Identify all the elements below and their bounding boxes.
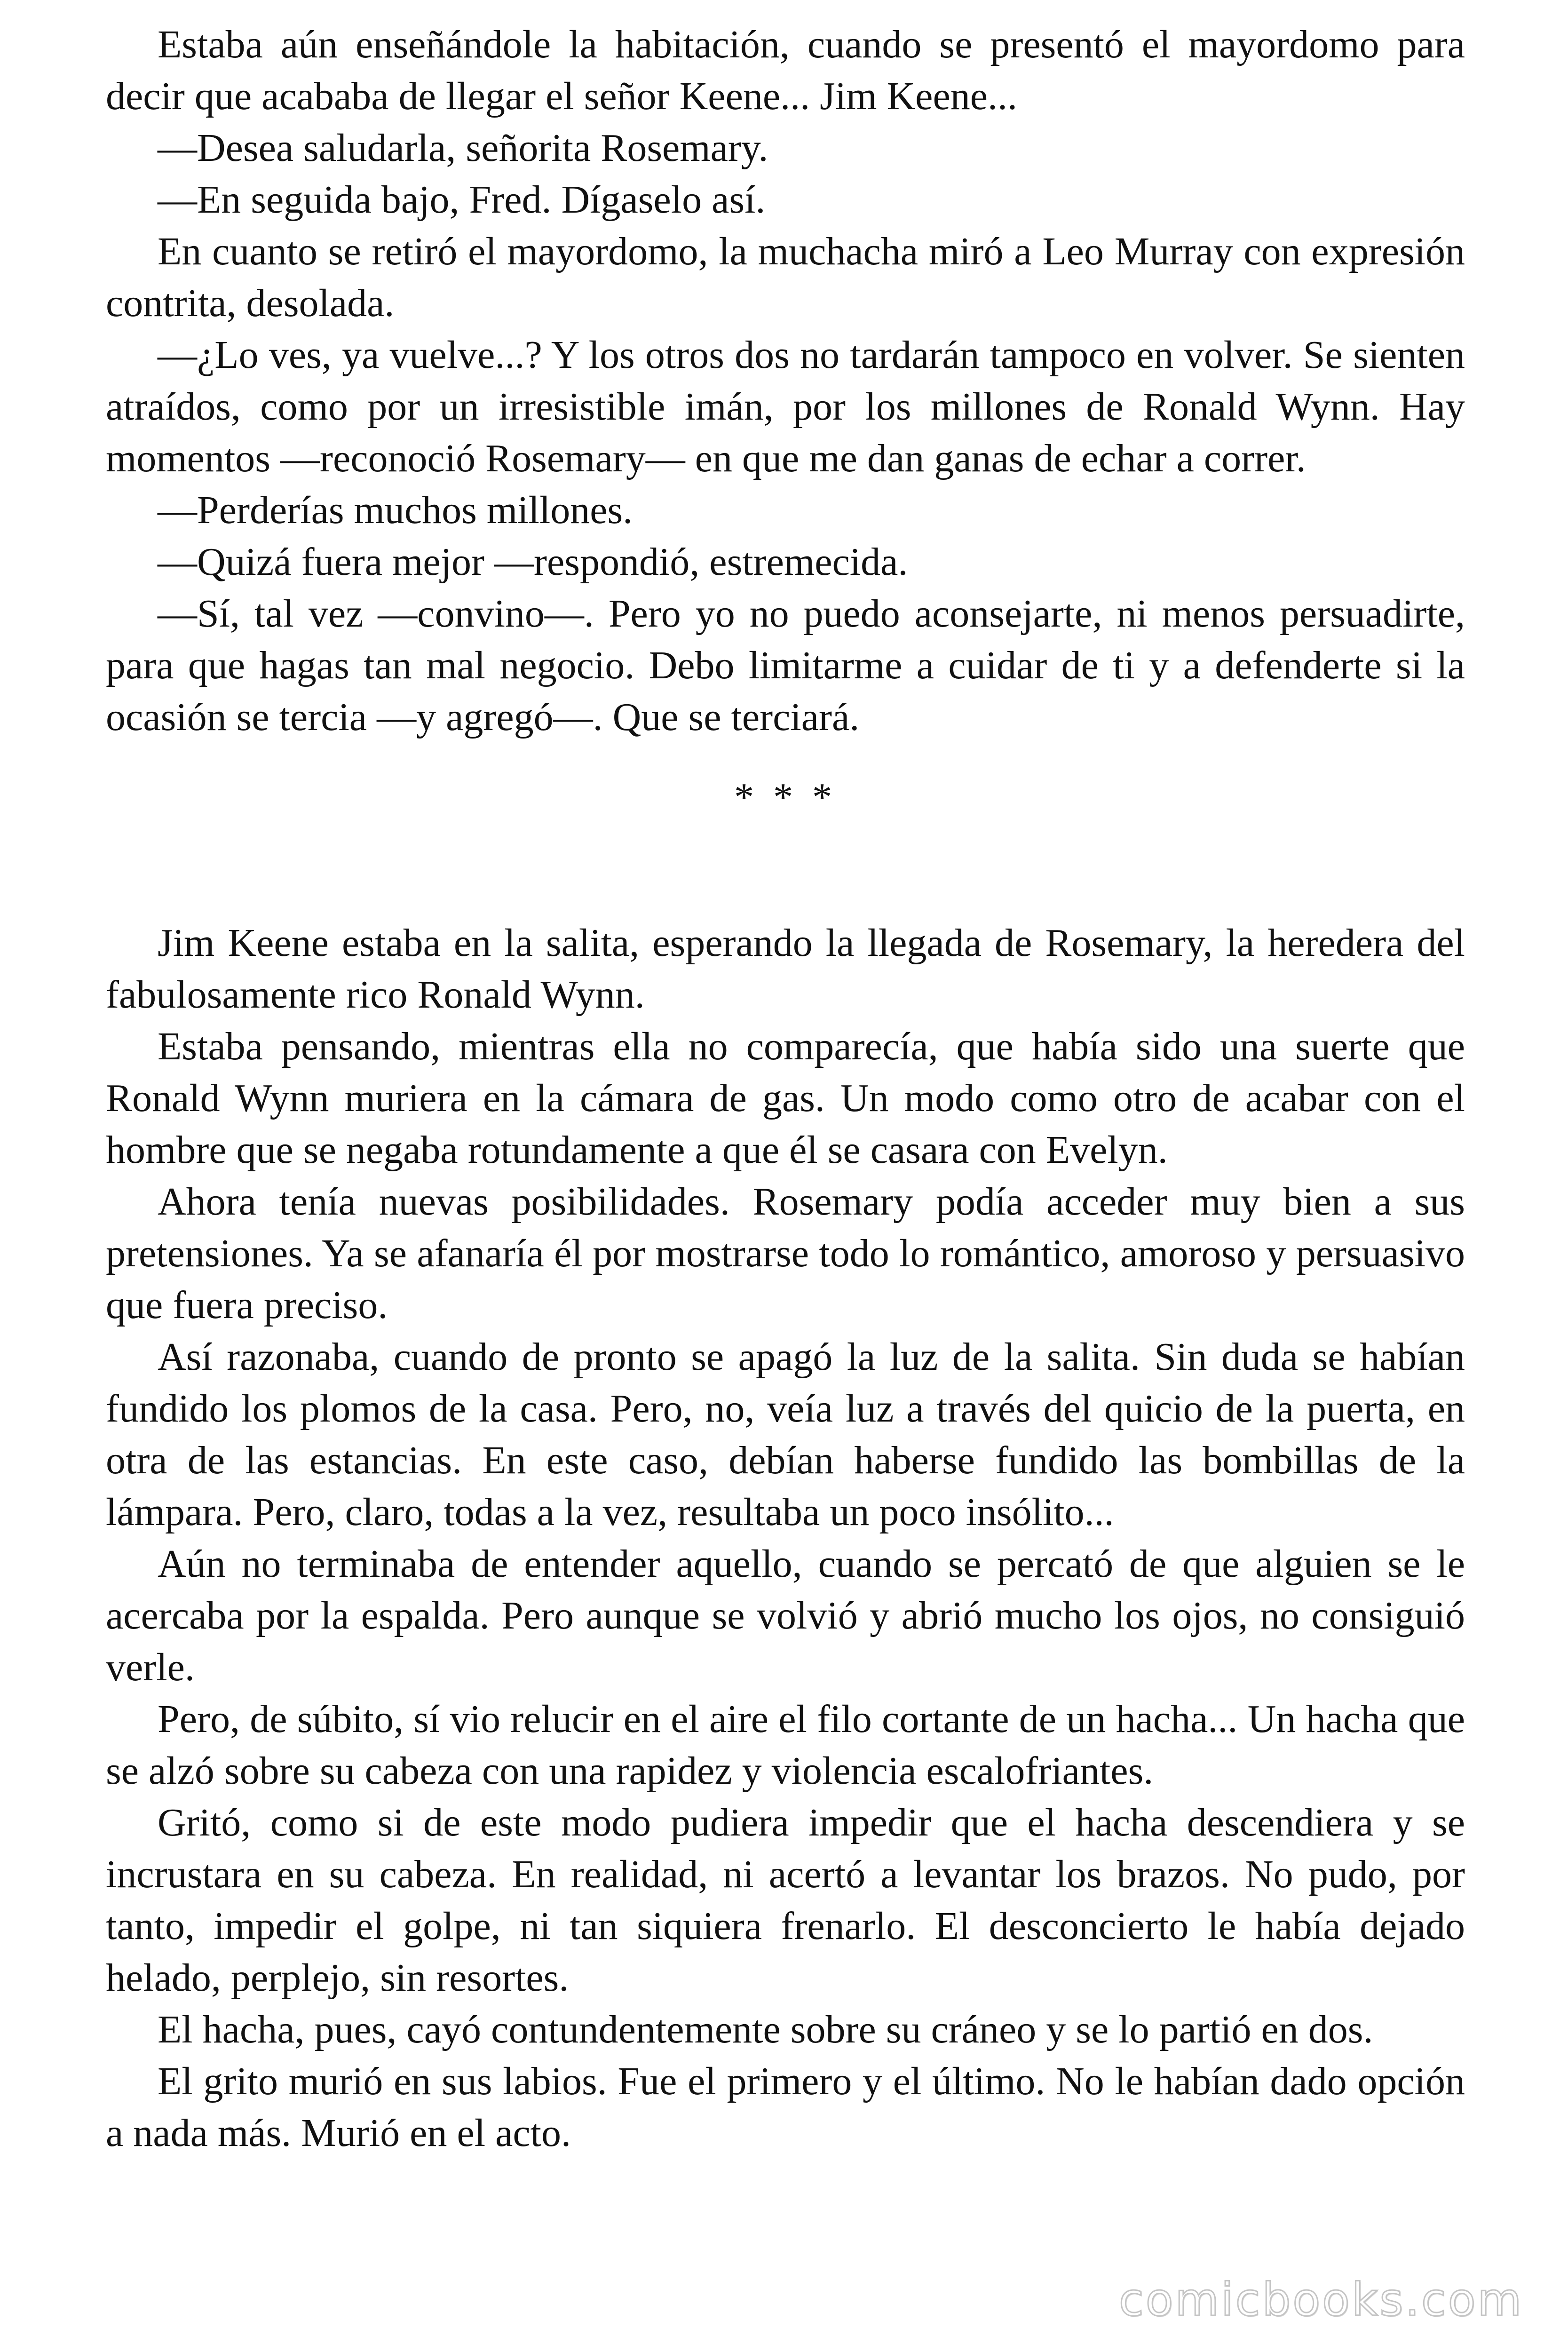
paragraph: Así razonaba, cuando de pronto se apagó la luz de la salita. Sin duda se habían fundido los plomos de la casa. Pero, no, veía luz a través del quicio de la puerta, en otra de las estancias. En este caso, debían haberse fundido las bombillas de la lámpara. Pero, claro, todas a la vez, resultaba un poco insólito... xyxy=(106,1335,1465,1534)
paragraph: —Desea saludarla, señorita Rosemary. xyxy=(158,126,768,170)
paragraph: —En seguida bajo, Fred. Dígaselo así. xyxy=(158,178,766,222)
document-page xyxy=(106,19,1465,2159)
paragraph: El grito murió en sus labios. Fue el primero y el último. No le habían dado opción a nada más. Murió en el acto. xyxy=(106,2059,1465,2155)
paragraph: Jim Keene estaba en la salita, esperando la llegada de Rosemary, la heredera del fabulosamente rico Ronald Wynn. xyxy=(106,921,1465,1017)
paragraph: —¿Lo ves, ya vuelve...? Y los otros dos no tardarán tampoco en volver. Se sienten atraídos, como por un irresistible imán, por los millones de Ronald Wynn. Hay momentos —reconoció Rosemary— en que me dan ganas de echar a correr. xyxy=(106,333,1465,480)
paragraph: Estaba pensando, mientras ella no comparecía, que había sido una suerte que Ronald Wynn muriera en la cámara de gas. Un modo como otro de acabar con el hombre que se negaba rotundamente a que él se casara con Evelyn. xyxy=(106,1025,1465,1172)
paragraph: Ahora tenía nuevas posibilidades. Rosemary podía acceder muy bien a sus pretensiones. Ya se afanaría él por mostrarse todo lo romántico, amoroso y persuasivo que fuera preciso. xyxy=(106,1180,1465,1327)
watermark: comicbooks.com xyxy=(1118,2273,1523,2326)
paragraph: —Quizá fuera mejor —respondió, estremecida. xyxy=(158,540,908,584)
paragraph: Aún no terminaba de entender aquello, cuando se percató de que alguien se le acercaba por la espalda. Pero aunque se volvió y abrió mucho los ojos, no consiguió verle. xyxy=(106,1542,1465,1689)
paragraph: Pero, de súbito, sí vio relucir en el aire el filo cortante de un hacha... Un hacha que se alzó sobre su cabeza con una rapidez y violencia escalofriantes. xyxy=(106,1697,1465,1793)
paragraph: —Sí, tal vez —convino—. Pero yo no puedo aconsejarte, ni menos persuadirte, para que hagas tan mal negocio. Debo limitarme a cuidar de ti y a defenderte si la ocasión se tercia —y agregó—. Que se terciará. xyxy=(106,592,1465,739)
paragraph: Estaba aún enseñándole la habitación, cuando se presentó el mayordomo para decir que acababa de llegar el señor Keene... Jim Keene... xyxy=(106,23,1465,118)
paragraph: —Perderías muchos millones. xyxy=(158,488,633,532)
paragraph: El hacha, pues, cayó contundentemente sobre su cráneo y se lo partió en dos. xyxy=(158,2008,1373,2051)
paragraph: En cuanto se retiró el mayordomo, la muchacha miró a Leo Murray con expresión contrita, desolada. xyxy=(106,230,1465,325)
section-separator: * * * xyxy=(734,775,837,819)
paragraph: Gritó, como si de este modo pudiera impedir que el hacha descendiera y se incrustara en su cabeza. En realidad, ni acertó a levantar los brazos. No pudo, por tanto, impedir el golpe, ni tan siquiera frenarlo. El desconcierto le había dejado helado, perplejo, sin resortes. xyxy=(106,1801,1465,2000)
